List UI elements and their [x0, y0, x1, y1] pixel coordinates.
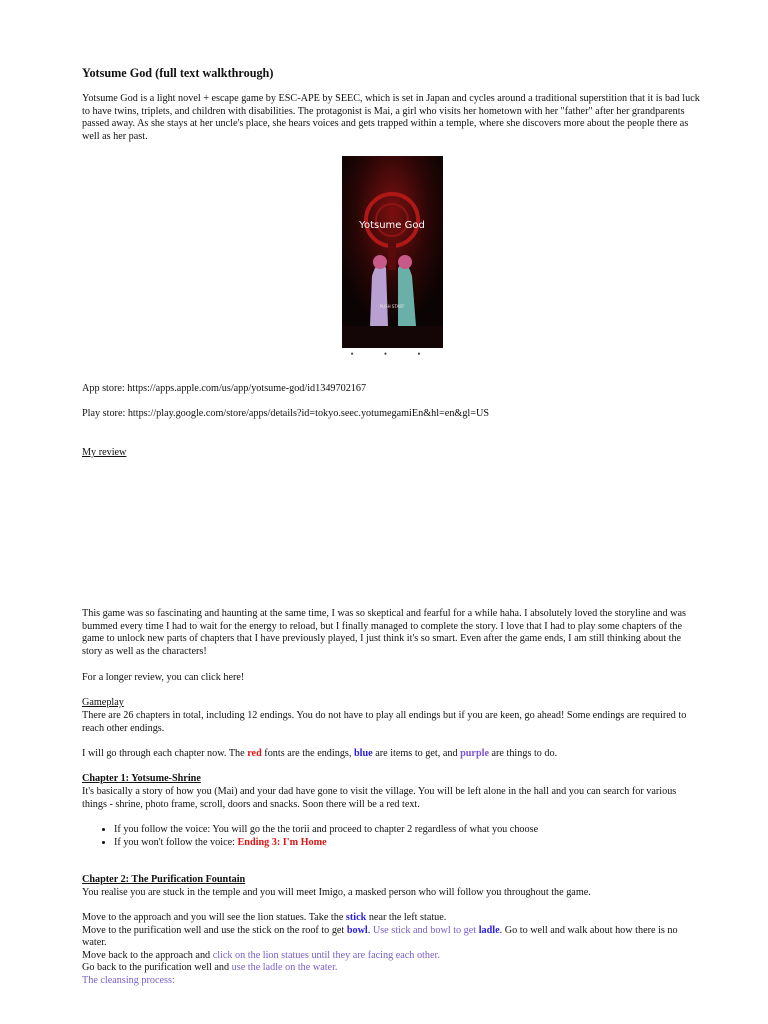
step-1-end: near the left statue. [366, 912, 447, 923]
step-2-text: Move to the purification well and use the stick on the roof to get [82, 924, 347, 936]
action-use-ladle: use the ladle on the water. [231, 962, 338, 974]
choice-follow-voice: • If you follow the voice: You will go the the torii and proceed to chapter 2 regardless of what you choose [114, 824, 734, 837]
action-lion-statues: click on the lion statues until they are facing each other. [212, 949, 440, 961]
chapter1-heading: Chapter 1: Yotsume-Shrine [82, 773, 201, 784]
item-bowl: bowl [346, 924, 368, 936]
cover-art [342, 156, 443, 348]
step-2 [82, 925, 702, 950]
legend-red: red [247, 748, 262, 759]
legend-mid1: fonts are the endings, [261, 748, 354, 759]
chapter2-paragraph: You realise you are stuck in the temple and you will meet Imigo, a masked person who will follow you throughout the game. [82, 887, 591, 898]
game-cover-image [342, 156, 443, 348]
color-legend [82, 748, 702, 761]
action-cleansing: The cleansing process: [82, 974, 175, 986]
legend-mid2: are items to get, and [372, 748, 461, 759]
review-heading[interactable]: My review [82, 447, 127, 458]
step-4 [82, 962, 702, 975]
legend-purple: purple [460, 748, 489, 759]
document-title: Yotsume God (full text walkthrough) [82, 66, 274, 80]
gameplay-heading: Gameplay [82, 697, 124, 708]
longer-review-link[interactable]: For a longer review, you can click here! [82, 672, 245, 683]
choice-ignore-text: If you won't follow the voice: [114, 836, 238, 848]
review-paragraph: This game was so fascinating and haunting at the same time, I was so skeptical and fearful for a while haha. I absolutely loved the storyline and was bummed every time I had to wait for the energy to reload, but I finally managed to complete the story. I love that I had to play some chapters of the game to unlock new parts of chapters that I have previously played, I just think it's so smart. Even after the game ends, I am still thinking about the story as well as the characters! [82, 608, 686, 657]
app-store-line[interactable]: App store: https://apps.apple.com/us/app/yotsume-god/id1349702167 [82, 383, 367, 394]
step-2-end: . Go to well and walk about how there is no water. [82, 924, 678, 949]
legend-suffix: are things to do. [488, 748, 558, 759]
chapter2-steps [82, 912, 702, 988]
legend-blue: blue [353, 748, 373, 759]
chapter1-choices [82, 824, 734, 849]
play-store-line[interactable]: Play store: https://play.google.com/store/apps/details?id=tokyo.seec.yotumegamiEn&hl=en&gl=US [82, 408, 490, 419]
item-stick: stick [345, 912, 367, 923]
step-4-text: Go back to the purification well and [82, 962, 232, 974]
legend-prefix: I will go through each chapter now. The [82, 748, 248, 759]
ending-3-label: Ending 3: I'm Home [237, 836, 327, 848]
step-3-text: Move back to the approach and [82, 949, 213, 961]
item-ladle: ladle [478, 924, 500, 936]
step-2-sep: . [367, 924, 373, 936]
image-dots: • • • [350, 349, 435, 359]
cover-logo-text: Yotsume God [359, 220, 425, 231]
cover-caption-text: PUSH START [379, 304, 405, 309]
step-5 [82, 975, 702, 988]
gameplay-paragraph: There are 26 chapters in total, including 12 endings. You do not have to play all endings but if you are keen, go ahead! Some endings are required to reach other endings. [82, 710, 687, 734]
chapter2-heading: Chapter 2: The Purification Fountain [82, 874, 246, 885]
step-1-text: Move to the approach and you will see the lion statues. Take the [82, 912, 346, 923]
step-1 [82, 912, 702, 925]
step-3 [82, 950, 702, 963]
action-get-ladle: Use stick and bowl to get [372, 924, 479, 936]
chapter1-paragraph: It's basically a story of how you (Mai) and your dad have gone to visit the village. You will be left alone in the hall and you can search for various things - shrine, photo frame, scroll, doors and snacks. Soon there will be a red text. [82, 786, 677, 810]
choice-ignore-voice [114, 837, 734, 850]
intro-paragraph: Yotsume God is a light novel + escape game by ESC-APE by SEEC, which is set in Japan and cycles around a traditional superstition that it is bad luck to have twins, triplets, and children with disabilities. The protagonist is Mai, a girl who visits her hometown with her "father" after her grandparents passed away. As she stays at her uncle's place, she hears voices and gets trapped within a temple, where she discovers more about the people there as well as her past. [82, 93, 700, 142]
